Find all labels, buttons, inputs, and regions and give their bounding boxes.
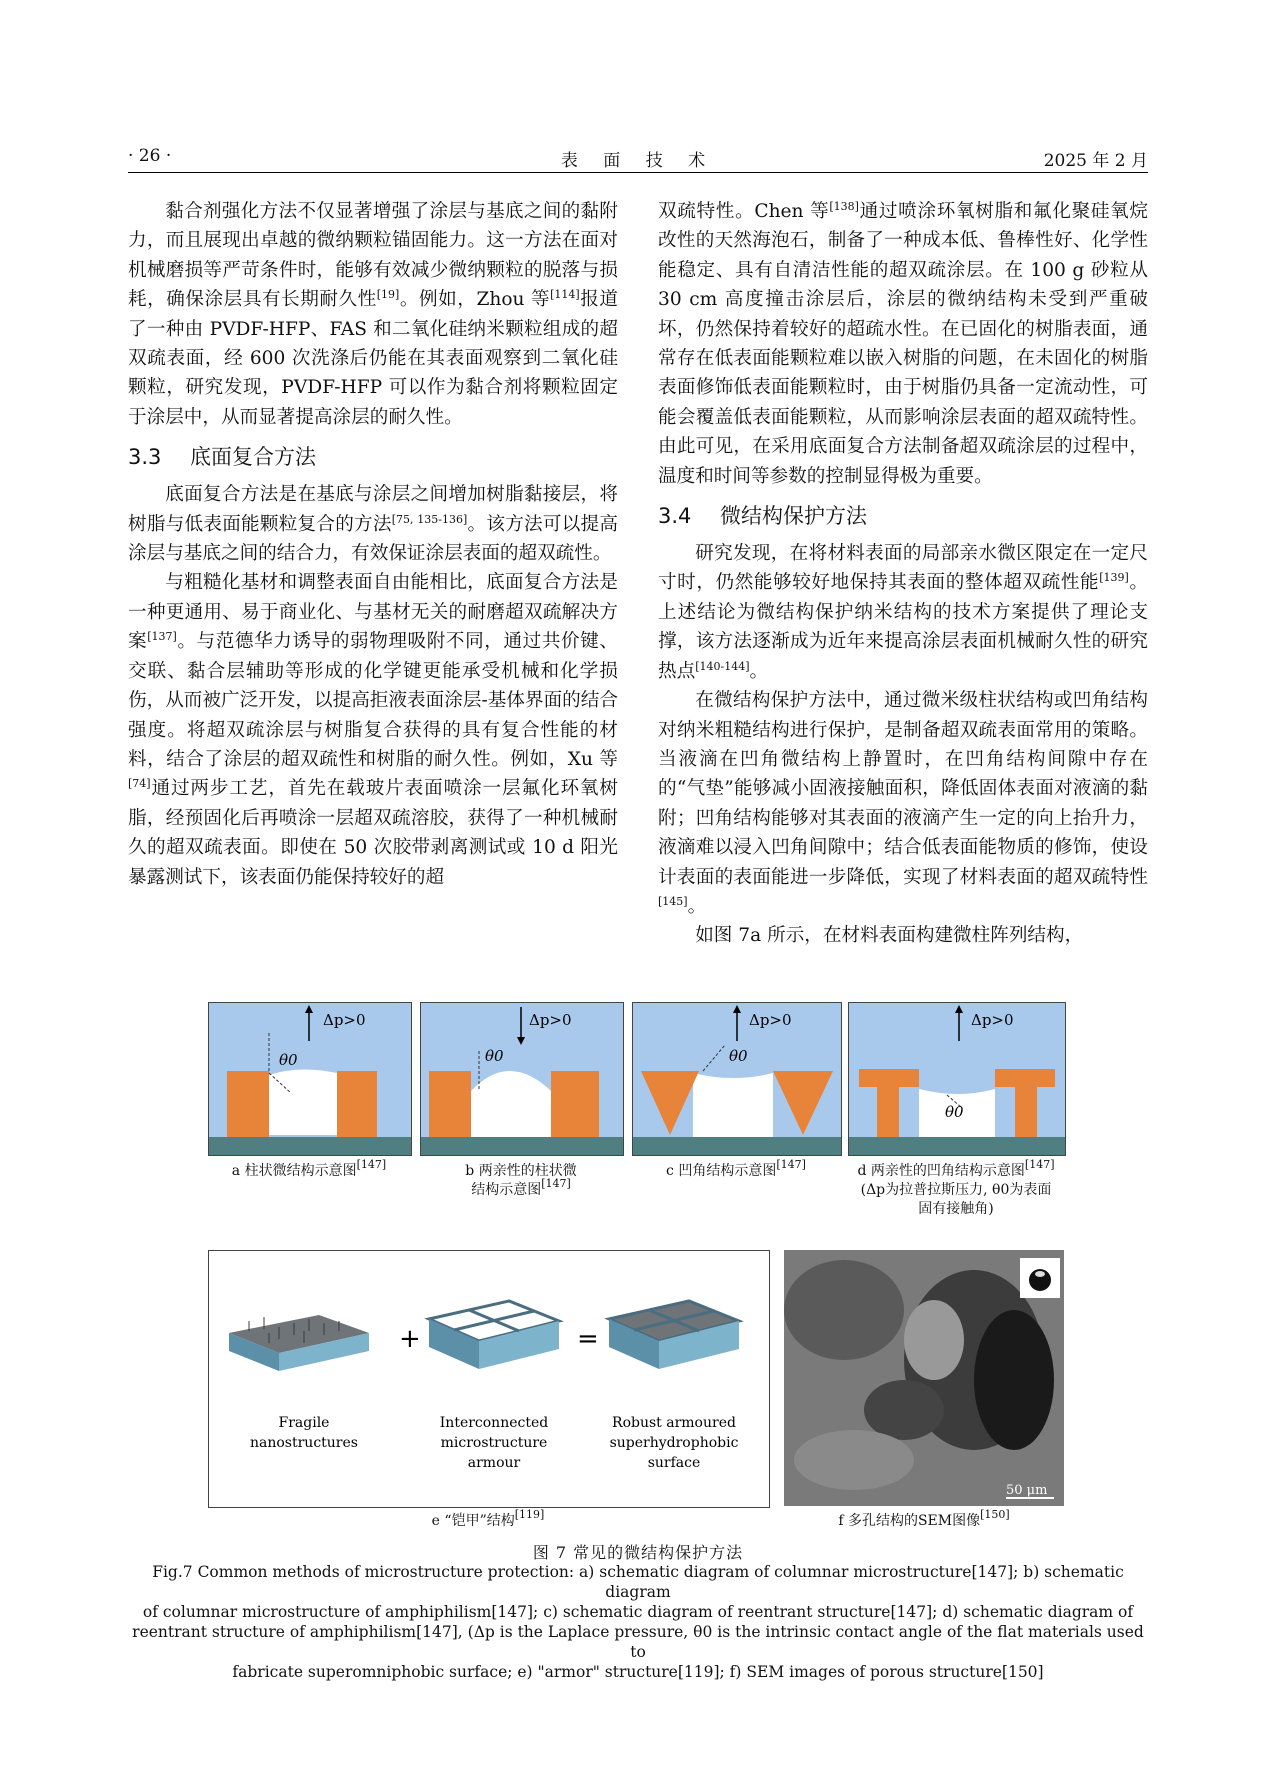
paragraph: 底面复合方法是在基底与涂层之间增加树脂黏接层，将树脂与低表面能颗粒复合的方法[75, 135-136]。该方法可以提高涂层与基底之间的结合力，有效保证涂层表面的超双疏性。 xyxy=(128,484,618,565)
paragraph: 黏合剂强化方法不仅显著增强了涂层与基底之间的黏附力，而且展现出卓越的微纳颗粒锚固能力。这一方法在面对机械磨损等严苛条件时，能够有效减少微纳颗粒的脱落与损耗，确保涂层具有长期耐久性[19]。例如，Zhou 等[114]报道了一种由 PVDF-HFP、FAS 和二氧化硅纳米颗粒组成的超双疏表面，经 600 次洗涤后仍能在其表面观察到二氧化硅颗粒，研究发现，PVDF-HFP 可以作为黏合剂将颗粒固定于涂层中，从而显著提高涂层的耐久性。 xyxy=(128,201,618,428)
subcaption-e: e “铠甲”结构[119] xyxy=(431,1508,545,1529)
paragraph: 双疏特性。Chen 等[138]通过喷涂环氧树脂和氟化聚硅氧烷改性的天然海泡石，制备了一种成本低、鲁棒性好、化学性能稳定、具有自清洁性能的超双疏涂层。在 100 g 砂粒从 30 cm 高度撞击涂层后，涂层的微纳结构未受到严重破坏，仍然保持着较好的超疏水性。在已固化的树脂表面，通常存在低表面能颗粒难以嵌入树脂的问题，在未固化的树脂表面修饰低表面能颗粒时，由于树脂仍具备一定流动性，可能会覆盖低表面能颗粒，从而影响涂层表面的超双疏特性。由此可见，在采用底面复合方法制备超双疏涂层的过程中，温度和时间等参数的控制显得极为重要。 xyxy=(658,200,1148,487)
figure-panel-c xyxy=(632,1002,842,1156)
svg-text:superhydrophobic: superhydrophobic xyxy=(609,1435,739,1451)
svg-text:nanostructures: nanostructures xyxy=(250,1435,358,1451)
subcaption-c: c 凹角结构示意图[147] xyxy=(666,1158,806,1179)
amphiphilic-columnar-diagram xyxy=(421,1003,623,1155)
subcaption-d: d 两亲性的凹角结构示意图[147] (Δp为拉普拉斯压力, θ0为表面 固有接触角) xyxy=(857,1158,1055,1217)
figure-panel-b xyxy=(420,1002,624,1156)
figure-panel-f xyxy=(784,1250,1064,1506)
figure-panel-d xyxy=(848,1002,1066,1156)
svg-text:Δp>0: Δp>0 xyxy=(971,1011,1014,1029)
svg-text:Fragile: Fragile xyxy=(278,1415,330,1431)
sem-image xyxy=(784,1250,1064,1506)
page-number: · 26 · xyxy=(128,146,172,166)
figure-caption-cn: 图 7 常见的微结构保护方法 xyxy=(532,1543,744,1562)
paragraph: 研究发现，在将材料表面的局部亲水微区限定在一定尺寸时，仍然能够较好地保持其表面的整体超双疏性能[139]。上述结论为微结构保护纳米结构的技术方案提供了理论支撑，该方法逐渐成为近年来提高涂层表面机械耐久性的研究热点[140-144]。 xyxy=(658,543,1148,682)
subcaption-f: f 多孔结构的SEM图像[150] xyxy=(838,1508,1010,1529)
right-column xyxy=(658,197,1148,951)
subcaption-b: b 两亲性的柱状微 结构示意图[147] xyxy=(465,1163,577,1198)
section-heading-3-3: 3.3 底面复合方法 xyxy=(128,445,316,470)
svg-text:Δp>0: Δp>0 xyxy=(529,1011,572,1029)
svg-text:θ0: θ0 xyxy=(945,1103,964,1121)
paragraph: 与粗糙化基材和调整表面自由能相比，底面复合方法是一种更通用、易于商业化、与基材无关的耐磨超双疏解决方案[137]。与范德华力诱导的弱物理吸附不同，通过共价键、交联、黏合层辅助等形成的化学键更能承受机械和化学损伤，从而被广泛开发，以提高拒液表面涂层-基体界面的结合强度。将超双疏涂层与树脂复合获得的具有复合性能的材料，结合了涂层的超双疏性和树脂的耐久性。例如，Xu 等[74]通过两步工艺，首先在载玻片表面喷涂一层氟化环氧树脂，经预固化后再喷涂一层超双疏溶胶，获得了一种机械耐久的超双疏表面。即使在 50 次胶带剥离测试或 10 d 阳光暴露测试下，该表面仍能保持较好的超 xyxy=(128,572,618,888)
issue-date: 2025 年 2 月 xyxy=(1043,151,1148,171)
plus-sign: + xyxy=(399,1324,421,1354)
svg-text:Δp>0: Δp>0 xyxy=(749,1011,792,1029)
paragraph: 如图 7a 所示，在材料表面构建微柱阵列结构， xyxy=(695,925,1084,947)
header-rule xyxy=(128,172,1148,173)
svg-text:θ0: θ0 xyxy=(279,1051,298,1069)
columnar-microstructure-diagram xyxy=(209,1003,411,1155)
svg-text:θ0: θ0 xyxy=(485,1047,504,1065)
svg-text:Robust armoured: Robust armoured xyxy=(612,1415,736,1431)
scale-bar-label: 50 μm xyxy=(1006,1483,1048,1498)
svg-text:Interconnected: Interconnected xyxy=(439,1415,549,1431)
journal-title: 表 面 技 术 xyxy=(560,151,716,171)
figure-caption-en: Fig.7 Common methods of microstructure protection: a) schematic diagram of columnar microstructure[147]; b) schematic diagram of columnar microstructure of amphiphilism[147]; c) schematic diagram of reentrant structure[147]; d) schematic diagram of reentrant structure of amphiphilism[147], (Δp is the Laplace pressure, θ0 is the intrinsic contact angle of the flat materials used to fabricate superomniphobic surface; e) "armor" structure[119]; f) SEM images of porous structure[150] xyxy=(132,1563,1144,1681)
figure-panel-e xyxy=(208,1250,770,1508)
svg-text:microstructure: microstructure xyxy=(440,1435,548,1451)
svg-text:armour: armour xyxy=(467,1455,521,1471)
figure-panel-a xyxy=(208,1002,412,1156)
amphiphilic-reentrant-diagram xyxy=(849,1003,1065,1155)
subcaption-a: a 柱状微结构示意图[147] xyxy=(231,1158,387,1179)
running-header xyxy=(128,146,1148,170)
equals-sign: = xyxy=(577,1324,599,1354)
svg-text:θ0: θ0 xyxy=(729,1047,748,1065)
reentrant-structure-diagram xyxy=(633,1003,841,1155)
section-heading-3-4: 3.4 微结构保护方法 xyxy=(658,504,867,529)
svg-text:surface: surface xyxy=(647,1455,701,1471)
svg-text:Δp>0: Δp>0 xyxy=(323,1011,366,1029)
paragraph: 在微结构保护方法中，通过微米级柱状结构或凹角结构对纳米粗糙结构进行保护，是制备超双疏表面常用的策略。当液滴在凹角微结构上静置时，在凹角结构间隙中存在的“气垫”能够减小固液接触面积，降低固体表面对液滴的黏附；凹角结构能够对其表面的液滴产生一定的向上抬升力，液滴难以浸入凹角间隙中；结合低表面能物质的修饰，使设计表面的表面能进一步降低，实现了材料表面的超双疏特性[145]。 xyxy=(658,690,1148,917)
left-column xyxy=(128,197,618,892)
armour-structure-diagram xyxy=(209,1251,769,1507)
